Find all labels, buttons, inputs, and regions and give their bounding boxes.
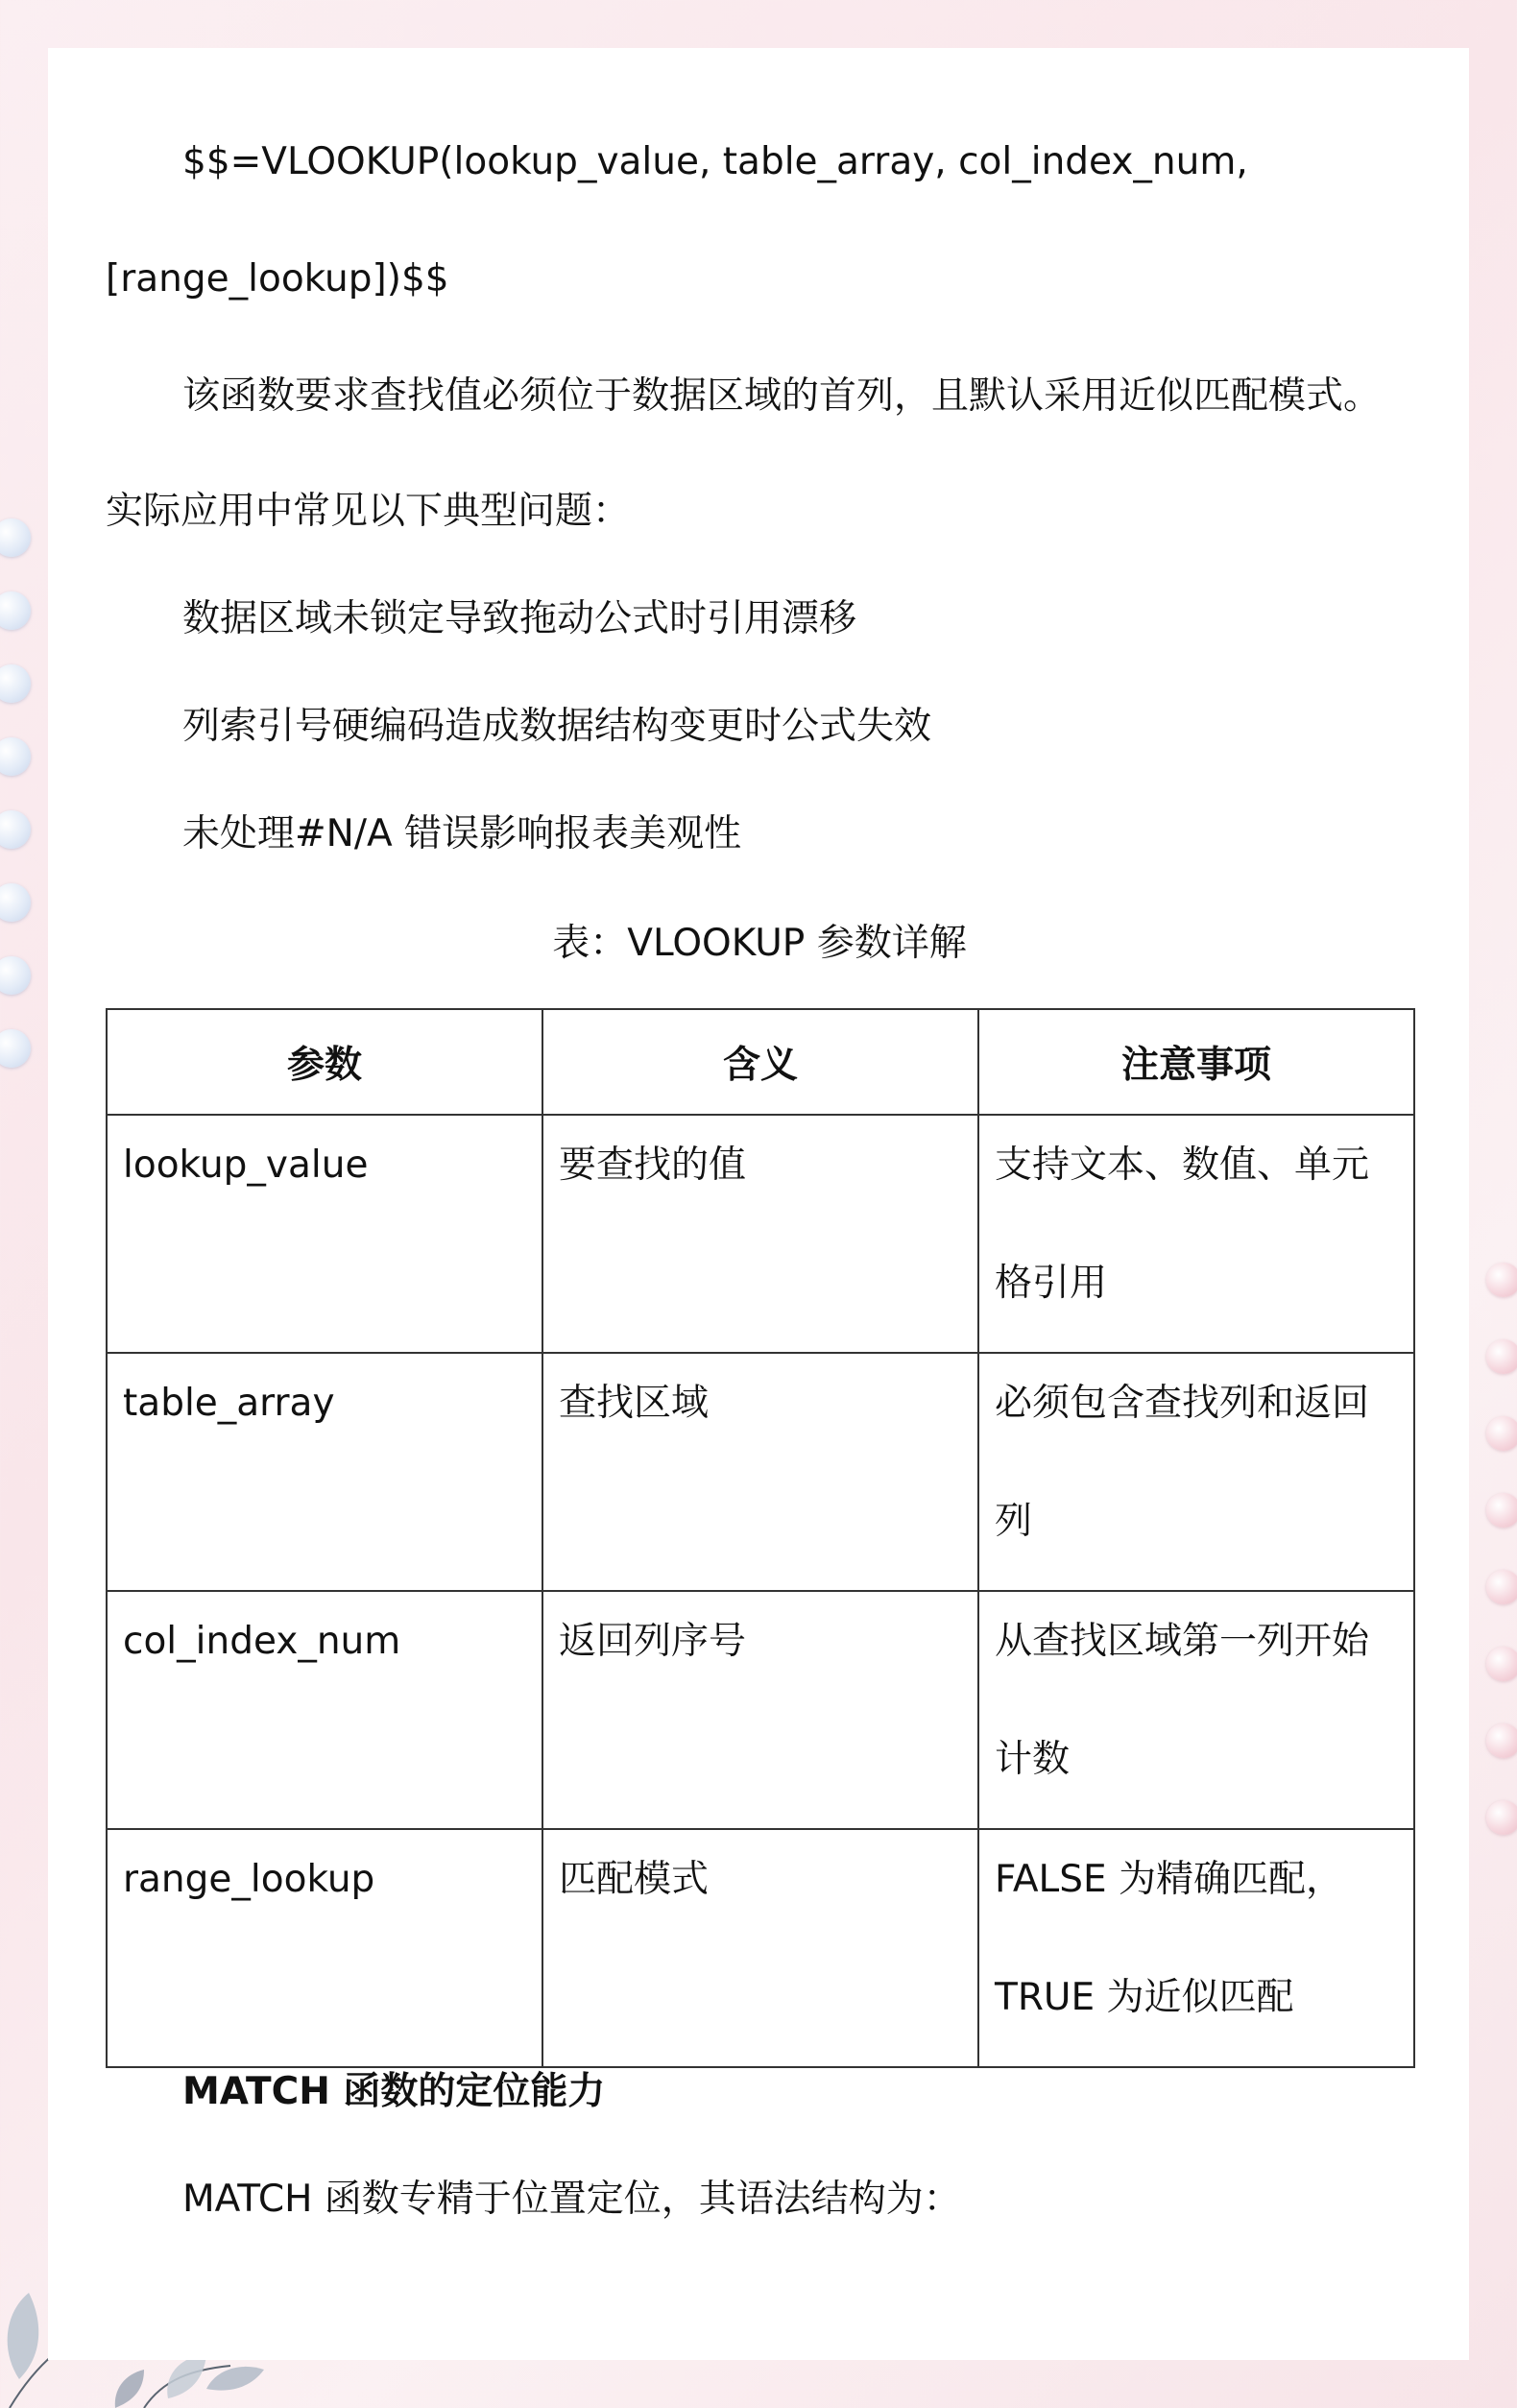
description-paragraph: 该函数要求查找值必须位于数据区域的首列，且默认采用近似匹配模式。 [182, 374, 1382, 418]
table-header-row [107, 1009, 1414, 1115]
problem-item: 未处理#N/A 错误影响报表美观性 [182, 812, 742, 855]
formula-line-1: $$=VLOOKUP(lookup_value, table_array, col_index_num, [182, 140, 1248, 183]
formula-line-2: [range_lookup])$$ [106, 257, 449, 301]
problems-intro: 实际应用中常见以下典型问题： [106, 490, 631, 533]
table-caption: 表：VLOOKUP 参数详解 [552, 922, 967, 965]
note-cell: 支持文本、数值、单元格引用 [978, 1115, 1414, 1353]
table-row [107, 1829, 1414, 2067]
meaning-cell: 查找区域 [542, 1353, 978, 1591]
meaning-cell: 匹配模式 [542, 1829, 978, 2067]
note-cell: FALSE 为精确匹配，TRUE 为近似匹配 [978, 1829, 1414, 2067]
match-paragraph: MATCH 函数专精于位置定位，其语法结构为： [182, 2178, 961, 2221]
param-cell: lookup_value [107, 1115, 542, 1353]
meaning-cell: 返回列序号 [542, 1591, 978, 1829]
column-header: 含义 [542, 1009, 978, 1115]
section-heading: MATCH 函数的定位能力 [182, 2070, 606, 2113]
column-header: 注意事项 [978, 1009, 1414, 1115]
document-page [48, 48, 1469, 2360]
problem-item: 数据区域未锁定导致拖动公式时引用漂移 [182, 597, 857, 640]
vlookup-parameter-table [106, 1008, 1415, 2068]
table-row [107, 1115, 1414, 1353]
column-header: 参数 [107, 1009, 542, 1115]
note-cell: 从查找区域第一列开始计数 [978, 1591, 1414, 1829]
note-cell: 必须包含查找列和返回列 [978, 1353, 1414, 1591]
table-row [107, 1591, 1414, 1829]
param-cell: col_index_num [107, 1591, 542, 1829]
meaning-cell: 要查找的值 [542, 1115, 978, 1353]
problem-item: 列索引号硬编码造成数据结构变更时公式失效 [182, 705, 932, 748]
param-cell: range_lookup [107, 1829, 542, 2067]
param-cell: table_array [107, 1353, 542, 1591]
table-row [107, 1353, 1414, 1591]
